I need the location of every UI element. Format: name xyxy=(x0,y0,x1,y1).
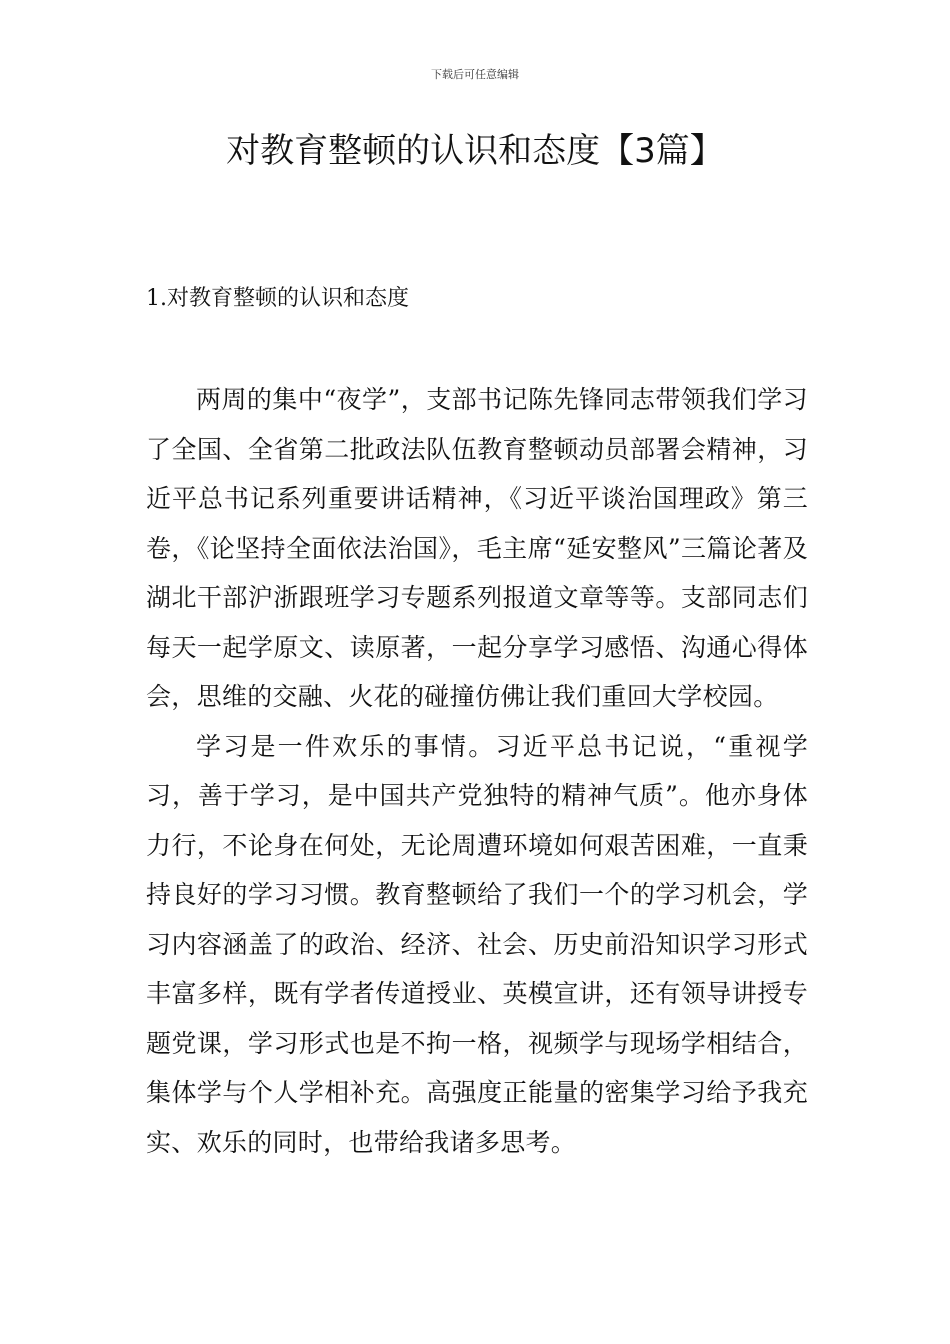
header-note: 下载后可任意编辑 xyxy=(431,68,519,81)
paragraph: 学习是一件欢乐的事情。习近平总书记说，“重视学习，善于学习，是中国共产党独特的精神气质”。他亦身体力行，不论身在何处，无论周遭环境如何艰苦困难，一直秉持良好的学习习惯。教育整顿给了我们一个的学习机会，学习内容涵盖了的政治、经济、社会、历史前沿知识学习形式丰富多样，既有学者传道授业、英模宣讲，还有领导讲授专题党课，学习形式也是不拘一格，视频学与现场学相结合，集体学与个人学相补充。高强度正能量的密集学习给予我充实、欢乐的同时，也带给我诸多思考。 xyxy=(146,731,808,1157)
document-title: 对教育整顿的认识和态度【3篇】 xyxy=(226,131,724,171)
paragraph: 两周的集中“夜学”，支部书记陈先锋同志带领我们学习了全国、全省第二批政法队伍教育整顿动员部署会精神，习近平总书记系列重要讲话精神，《习近平谈治国理政》第三卷，《论坚持全面依法治国》，毛主席“延安整风”三篇论著及湖北干部沪浙跟班学习专题系列报道文章等等。支部同志们每天一起学原文、读原著，一起分享学习感悟、沟通心得体会，思维的交融、火花的碰撞仿佛让我们重回大学校园。 xyxy=(146,385,808,711)
section-body xyxy=(146,375,808,1167)
section-heading: 1.对教育整顿的认识和态度 xyxy=(146,286,409,311)
